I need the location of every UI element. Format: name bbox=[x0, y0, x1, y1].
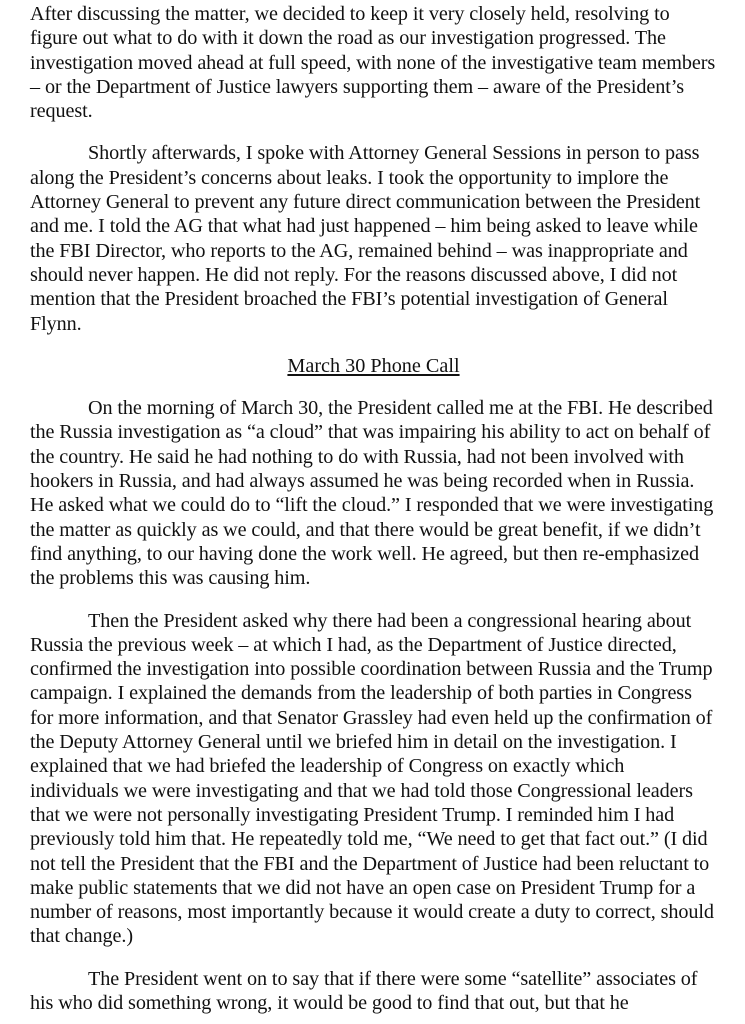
paragraph-march-30-call: On the morning of March 30, the President called me at the FBI. He described the Russia investigation as “a cloud” that was impairing his ability to act on behalf of the country. He said he had nothing to do with Russia, had not been involved with hookers in Russia, and had always assumed he was being recorded when in Russia. He asked what we could do to “lift the cloud.” I responded that we were investigating the matter as quickly as we could, and that there would be great benefit, if we didn’t find anything, to our having done the work well. He agreed, but then re-emphasized the problems this was causing him. bbox=[30, 397, 714, 590]
section-heading-text: March 30 Phone Call bbox=[287, 354, 460, 377]
paragraph-congressional-hearing: Then the President asked why there had been a congressional hearing about Russia the previous week – at which I had, as the Department of Justice directed, confirmed the investigation into possible coordination between Russia and the Trump campaign. I explained the demands from the leadership of both parties in Congress for more information, and that Senator Grassley had even held up the confirmation of the Deputy Attorney General until we briefed him in detail on the investigation. I explained that we had briefed the leadership of Congress on exactly which individuals we were investigating and that we had told those Congressional leaders that we were not personally investigating President Trump. I reminded him I had previously told him that. He repeatedly told me, “We need to get that fact out.” (I did not tell the President that the FBI and the Department of Justice had been reluctant to make public statements that we did not have an open case on President Trump for a number of reasons, most importantly because it would create a duty to correct, should that change.) bbox=[30, 609, 714, 948]
paragraph-satellite-associates: The President went on to say that if there were some “satellite” associates of his who did something wrong, it would be good to find that out, but that he bbox=[30, 967, 698, 1014]
paragraph-sessions-meeting: Shortly afterwards, I spoke with Attorney General Sessions in person to pass along the President’s concerns about leaks. I took the opportunity to implore the Attorney General to prevent any future direct communication between the President and me. I told the AG that what had just happened – him being asked to leave while the FBI Director, who reports to the AG, remained behind – was inappropriate and should never happen. He did not reply. For the reasons discussed above, I did not mention that the President broached the FBI’s potential investigation of General Flynn. bbox=[30, 142, 701, 335]
section-heading bbox=[30, 354, 717, 378]
paragraph-closely-held: After discussing the matter, we decided to keep it very closely held, resolving to figure out what to do with it down the road as our investigation progressed. The investigation moved ahead at full speed, with none of the investigative team members – or the Department of Justice lawyers supporting them – aware of the President’s request. bbox=[30, 3, 716, 123]
